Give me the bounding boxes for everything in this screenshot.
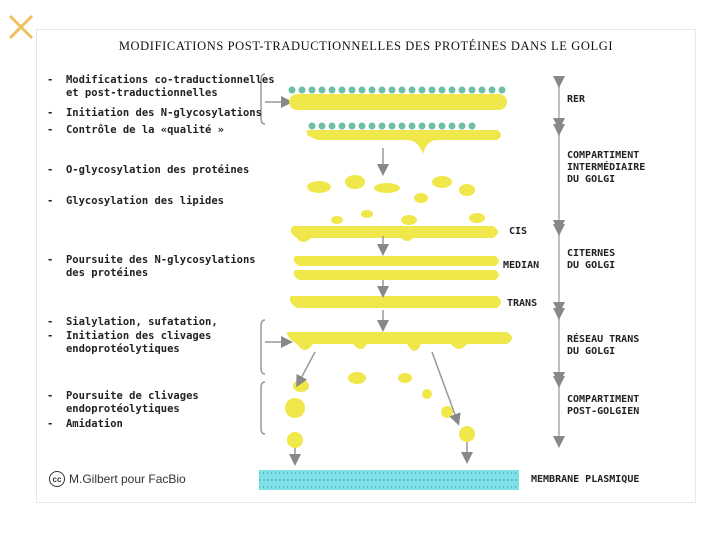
label-initiation-n-glycosylation: - Initiation des N-glycosylations [47, 107, 262, 119]
label-sialylation: - Sialylation, sufatation, [47, 316, 218, 328]
label-rer: RER [567, 94, 586, 105]
label-controle-qualite: - Contrôle de la «qualité » [47, 124, 225, 136]
label-poursuite-clivages: - Poursuite de clivages endoprotéolytiques [47, 390, 199, 415]
plasma-membrane [259, 470, 519, 490]
credit [49, 471, 186, 487]
membranes [285, 94, 512, 448]
label-compartiment-post-golgien: COMPARTIMENT POST-GOLGIEN [567, 394, 640, 417]
label-citernes-golgi: CITERNES DU GOLGI [567, 248, 616, 271]
label-glycosylation-lipides: - Glycosylation des lipides [47, 195, 225, 207]
golgi-figure [37, 30, 695, 502]
credit-text: M.Gilbert pour FacBio [69, 472, 186, 486]
label-compartiment-intermediaire: COMPARTIMENT INTERMÉDIAIRE DU GOLGI [567, 150, 646, 185]
decorative-x-icon [6, 12, 36, 42]
figure-title: MODIFICATIONS POST-TRADUCTIONNELLES DES PROTÉINES DANS LE GOLGI [118, 39, 614, 53]
label-initiation-clivages: - Initiation des clivages endoprotéolytiques [47, 330, 212, 355]
label-poursuite-n-glycosylation: - Poursuite des N-glycosylations des protéines [47, 254, 256, 279]
label-amidation: - Amidation [47, 418, 123, 430]
label-o-glycosylation: - O-glycosylation des protéines [47, 164, 250, 176]
label-reseau-trans: RÉSEAU TRANS DU GOLGI [567, 334, 640, 357]
label-cis: CIS [509, 226, 528, 237]
label-median: MEDIAN [503, 260, 540, 271]
label-co-post-traductionnelles: - Modifications co-traductionnelles et post-traductionnelles [47, 74, 275, 99]
label-membrane-plasmique: MEMBRANE PLASMIQUE [531, 474, 640, 485]
creative-commons-icon: cc [49, 471, 65, 487]
left-brackets [261, 74, 265, 434]
label-trans: TRANS [507, 298, 538, 309]
left-arrows [265, 102, 287, 342]
